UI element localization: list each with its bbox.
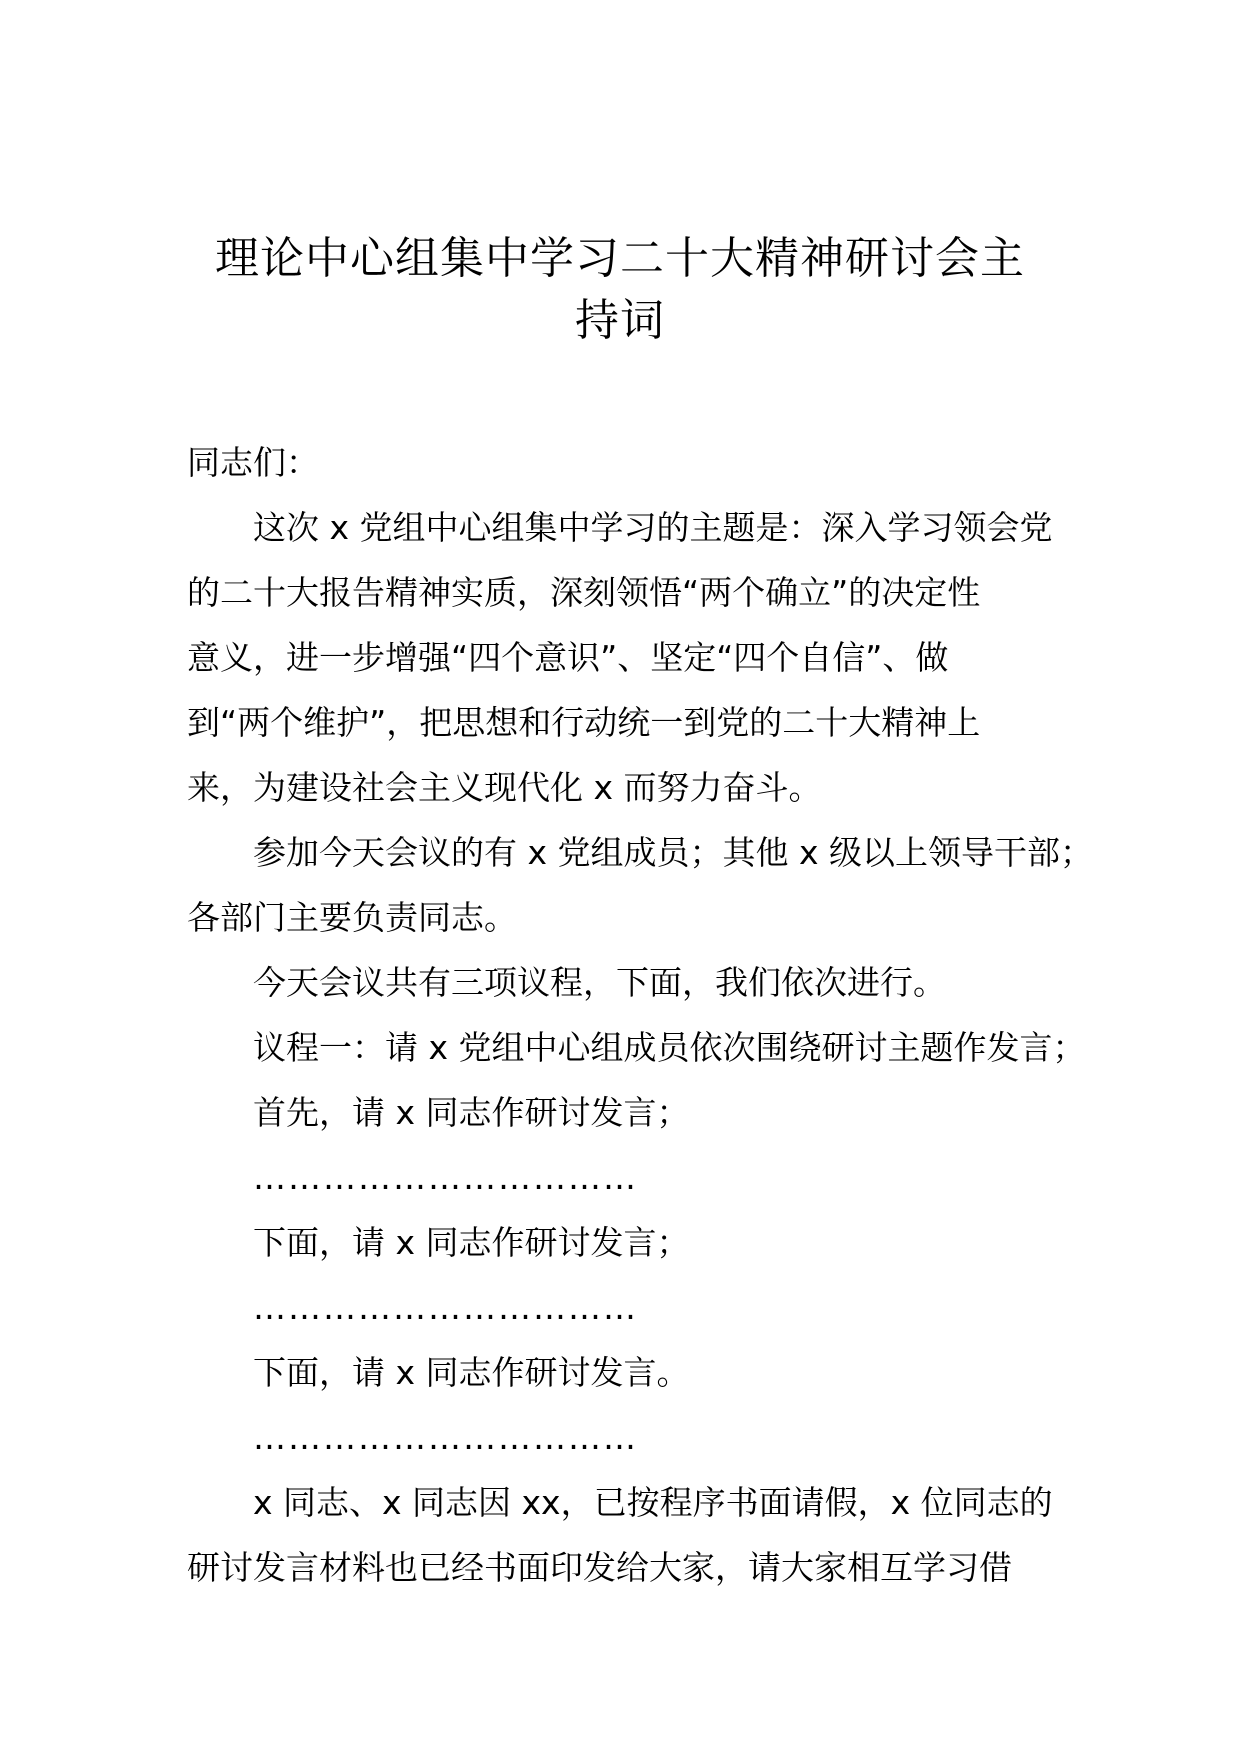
- ellipsis-line-1: ……………………………: [253, 1158, 638, 1197]
- body-line-3: 的二十大报告精神实质，深刻领悟“两个确立”的决定性: [187, 573, 981, 612]
- body-line-4: 意义，进一步增强“四个意识”、坚定“四个自信”、做: [187, 638, 949, 677]
- body-line-9: 今天会议共有三项议程，下面，我们依次进行。: [253, 963, 946, 1002]
- body-line-2: 这次 x 党组中心组集中学习的主题是：深入学习领会党: [253, 508, 1053, 547]
- title-line-2: 持词: [575, 295, 665, 346]
- ellipsis-line-3: ……………………………: [253, 1418, 638, 1457]
- title-line-1: 理论中心组集中学习二十大精神研讨会主: [215, 233, 1025, 284]
- body-line-10: 议程一：请 x 党组中心组成员依次围绕研讨主题作发言；: [253, 1028, 1086, 1067]
- document-title: [180, 228, 1060, 352]
- body-line-15: 下面，请 x 同志作研讨发言。: [253, 1353, 690, 1392]
- body-line-1: 同志们：: [187, 443, 319, 482]
- body-line-6: 来，为建设社会主义现代化 x 而努力奋斗。: [187, 768, 822, 807]
- ellipsis-line-2: ……………………………: [253, 1288, 638, 1327]
- body-line-18: 研讨发言材料也已经书面印发给大家，请大家相互学习借: [187, 1548, 1012, 1587]
- body-line-17: x 同志、x 同志因 xx，已按程序书面请假，x 位同志的: [253, 1483, 1053, 1522]
- body-line-7: 参加今天会议的有 x 党组成员；其他 x 级以上领导干部；: [253, 833, 1094, 872]
- body-line-11: 首先，请 x 同志作研讨发言；: [253, 1093, 690, 1132]
- body-line-13: 下面，请 x 同志作研讨发言；: [253, 1223, 690, 1262]
- document-body: [187, 430, 1094, 1600]
- body-line-8: 各部门主要负责同志。: [187, 898, 517, 937]
- body-line-5: 到“两个维护”，把思想和行动统一到党的二十大精神上: [187, 703, 981, 742]
